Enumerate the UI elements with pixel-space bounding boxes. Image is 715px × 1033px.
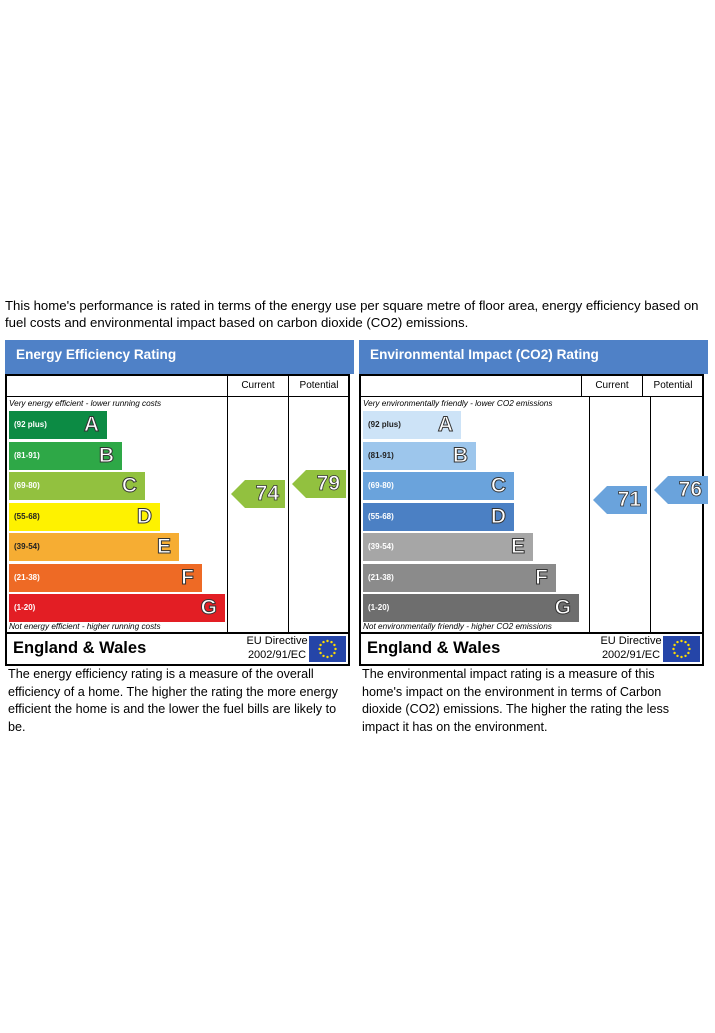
current-rating-arrow [231, 480, 285, 508]
band-e [9, 533, 179, 561]
eu-directive [245, 634, 309, 662]
current-rating-value: 71 [617, 488, 641, 512]
bottom-note: Not environmentally friendly - higher CO2 emissions [363, 622, 552, 631]
eu-directive-label: EU Directive [600, 635, 662, 647]
band-letter: G [554, 596, 571, 619]
band-a [9, 411, 107, 439]
current-rating-arrow [593, 486, 647, 514]
band-letter: F [535, 565, 548, 589]
band-letter: C [490, 474, 506, 497]
band-f [9, 564, 202, 592]
potential-rating-value: 79 [316, 472, 340, 496]
band-letter: A [437, 413, 453, 436]
eu-directive-code: 2002/91/EC [601, 649, 661, 661]
top-note: Very energy efficient - lower running costs [9, 399, 162, 408]
band-range-label: (55-68) [14, 511, 40, 521]
band-c [9, 472, 145, 500]
potential-rating-value: 76 [678, 478, 702, 502]
band-e [363, 533, 533, 561]
band-range-label: (39-54) [14, 542, 40, 551]
band-letter: B [98, 443, 114, 467]
panel-footer [359, 634, 704, 666]
potential-rating-arrow [292, 470, 346, 498]
band-range-label: (69-80) [14, 481, 40, 490]
band-letter: B [452, 443, 468, 467]
band-g [363, 594, 579, 622]
band-letter: G [200, 596, 217, 619]
band-range-label: (92 plus) [14, 420, 47, 429]
band-f [363, 564, 556, 592]
band-range-label: (81-91) [368, 450, 394, 460]
band-g [9, 594, 225, 622]
band-range-label: (1-20) [368, 603, 390, 612]
band-letter: D [136, 504, 152, 528]
footer-region: England & Wales [367, 639, 501, 657]
panel-title: Energy Efficiency Rating [5, 340, 354, 374]
panel-title: Environmental Impact (CO2) Rating [359, 340, 708, 374]
intro-text: This home's performance is rated in terms of the energy use per square metre of floor area, energy efficiency based on fuel costs and environmental impact based on carbon dioxide (CO2) emissions. [5, 298, 699, 330]
band-range-label: (92 plus) [368, 420, 401, 429]
rating-grid [5, 374, 350, 634]
current-column-header: Current [581, 376, 642, 396]
current-rating-value: 74 [255, 482, 279, 506]
band-c [363, 472, 514, 500]
band-b [363, 442, 476, 470]
environmental-impact-panel [359, 340, 708, 734]
top-note: Very environmentally friendly - lower CO2 emissions [363, 399, 553, 408]
rating-grid [359, 374, 704, 634]
eu-directive-code: 2002/91/EC [247, 649, 307, 661]
bottom-note: Not energy efficient - higher running costs [9, 622, 161, 631]
band-b [9, 442, 122, 470]
potential-column-header: Potential [288, 376, 349, 396]
band-range-label: (69-80) [368, 481, 394, 490]
panel-description: The energy efficiency rating is a measure of the overall efficiency of a home. The higher the rating the more energy efficient the home is and the lower the fuel bills are likely to be. [8, 667, 338, 734]
footer-region: England & Wales [13, 639, 147, 657]
band-letter: F [181, 565, 194, 589]
potential-column-header: Potential [642, 376, 703, 396]
band-range-label: (55-68) [368, 511, 394, 521]
band-letter: D [490, 504, 506, 528]
band-letter: C [121, 474, 137, 497]
band-range-label: (81-91) [14, 450, 40, 460]
band-letter: E [510, 535, 525, 558]
eu-directive [599, 634, 663, 662]
panel-description: The environmental impact rating is a measure of this home's impact on the environment in terms of Carbon dioxide (CO2) emissions. The higher the rating the less impact it has on the environment. [362, 667, 670, 734]
band-a [363, 411, 461, 439]
band-range-label: (39-54) [368, 542, 394, 551]
band-d [363, 503, 514, 531]
band-range-label: (1-20) [14, 603, 36, 612]
eu-flag-icon [663, 636, 700, 662]
eu-flag-icon [309, 636, 346, 662]
current-column-header: Current [227, 376, 288, 396]
band-range-label: (21-38) [368, 572, 394, 582]
band-letter: A [83, 413, 99, 436]
eu-directive-label: EU Directive [246, 635, 308, 647]
panel-footer [5, 634, 350, 666]
band-letter: E [156, 535, 171, 558]
band-range-label: (21-38) [14, 572, 40, 582]
band-d [9, 503, 160, 531]
energy-efficiency-panel [5, 340, 354, 734]
potential-rating-arrow [654, 476, 708, 504]
